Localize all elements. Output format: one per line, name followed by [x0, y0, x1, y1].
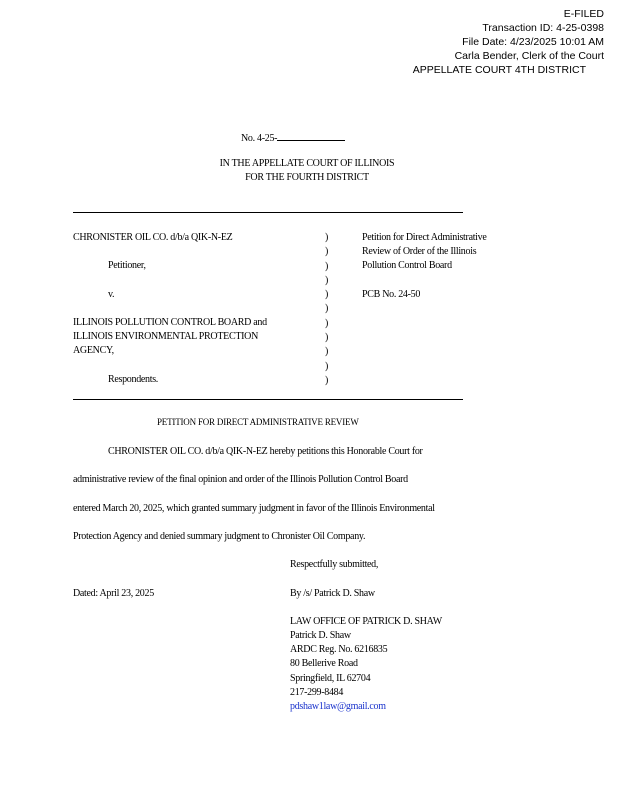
court-heading-line2: FOR THE FOURTH DISTRICT: [245, 172, 369, 183]
street-address: 80 Bellerive Road: [290, 658, 358, 669]
phone-number: 217-299-8484: [290, 687, 344, 698]
caption-paren-column: ) ) ) ) ) ) ) ) ) ) ): [325, 232, 329, 386]
attorney-name: Patrick D. Shaw: [290, 630, 351, 641]
court-name: APPELLATE COURT 4TH DISTRICT: [412, 64, 586, 76]
efile-stamp: [412, 7, 604, 77]
petition-desc-line2: Review of Order of the Illinois: [362, 246, 477, 257]
file-date: File Date: 4/23/2025 10:01 AM: [462, 36, 604, 48]
respondent-line3: AGENCY,: [73, 345, 114, 356]
firm-name: LAW OFFICE OF PATRICK D. SHAW: [290, 616, 442, 627]
petition-desc-line3: Pollution Control Board: [362, 260, 452, 271]
document-title: PETITION FOR DIRECT ADMINISTRATIVE REVIEW: [157, 417, 359, 427]
city-address: Springfield, IL 62704: [290, 673, 371, 684]
transaction-id: Transaction ID: 4-25-0398: [482, 22, 604, 34]
efile-status: E-FILED: [563, 8, 604, 20]
clerk-name: Carla Bender, Clerk of the Court: [454, 50, 604, 62]
petition-desc-line1: Petition for Direct Administrative: [362, 232, 487, 243]
body-line4: Protection Agency and denied summary judgment to Chronister Oil Company.: [73, 531, 366, 542]
case-number-blank: [277, 130, 345, 141]
closing: Respectfully submitted,: [290, 559, 379, 570]
case-number-prefix: No. 4-25-: [241, 133, 278, 144]
court-heading-line1: IN THE APPELLATE COURT OF ILLINOIS: [219, 158, 395, 169]
signature-by: By /s/ Patrick D. Shaw: [290, 588, 375, 599]
petitioner-name: CHRONISTER OIL CO. d/b/a QIK-N-EZ: [73, 232, 233, 243]
versus: v.: [108, 289, 115, 300]
body-line3: entered March 20, 2025, which granted summary judgment in favor of the Illinois Environmental: [73, 503, 435, 514]
caption-top-rule: [73, 212, 463, 213]
respondents-role: Respondents.: [108, 374, 159, 385]
caption-bottom-rule: [73, 399, 463, 400]
body-line2: administrative review of the final opinion and order of the Illinois Pollution Control Board: [73, 474, 408, 485]
pcb-number: PCB No. 24-50: [362, 289, 421, 300]
dated: Dated: April 23, 2025: [73, 588, 154, 599]
respondent-line2: ILLINOIS ENVIRONMENTAL PROTECTION: [73, 331, 259, 342]
court-heading: [0, 157, 618, 185]
respondent-line1: ILLINOIS POLLUTION CONTROL BOARD and: [73, 317, 267, 328]
case-number: [241, 130, 345, 146]
ardc-number: ARDC Reg. No. 6216835: [290, 644, 388, 655]
petitioner-role: Petitioner,: [108, 260, 146, 271]
email-link[interactable]: pdshaw1law@gmail.com: [290, 701, 386, 712]
body-line1: CHRONISTER OIL CO. d/b/a QIK-N-EZ hereby petitions this Honorable Court for: [108, 446, 423, 457]
